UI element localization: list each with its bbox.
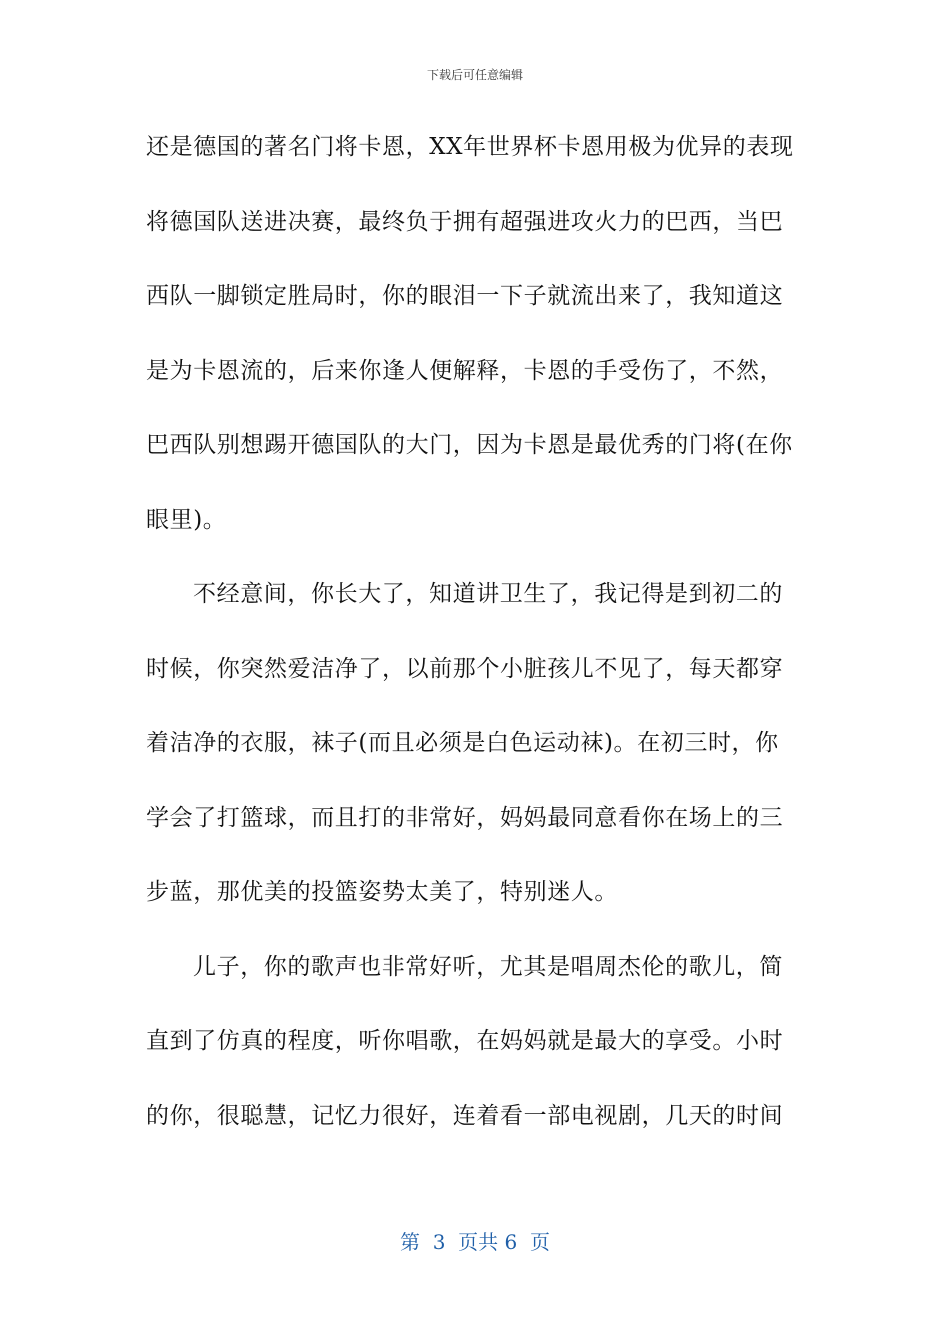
text-line: 着洁净的衣服，袜子(而且必须是白色运动袜)。在初三时，你 xyxy=(146,730,779,756)
text-line: 是为卡恩流的，后来你逢人便解释，卡恩的手受伤了，不然， xyxy=(146,357,784,384)
text-line: 步蓝，那优美的投篮姿势太美了，特别迷人。 xyxy=(146,879,618,905)
page-header: 下载后可任意编辑 xyxy=(426,68,523,82)
text-line: 将德国队送进决赛，最终负于拥有超强进攻火力的巴西，当巴 xyxy=(146,208,784,235)
text-line: 的你，很聪慧，记忆力很好，连着看一部电视剧，几天的时间 xyxy=(146,1102,784,1129)
document-body xyxy=(146,116,806,1159)
paragraph-start-line: 儿子，你的歌声也非常好听，尤其是唱周杰伦的歌儿，简 xyxy=(193,953,783,980)
text-line: 学会了打篮球，而且打的非常好，妈妈最同意看你在场上的三 xyxy=(146,804,784,831)
text-line: 西队一脚锁定胜局时，你的眼泪一下子就流出来了，我知道这 xyxy=(146,283,784,309)
text-line: 时候，你突然爱洁净了，以前那个小脏孩儿不见了，每天都穿 xyxy=(146,655,784,682)
text-line: 还是德国的著名门将卡恩，XX年世界杯卡恩用极为优异的表现 xyxy=(146,134,794,160)
text-line: 巴西队别想踢开德国队的大门，因为卡恩是最优秀的门将(在你 xyxy=(146,432,793,458)
page-number-footer: 第 3 页共 6 页 xyxy=(400,1230,550,1254)
paragraph-start-line: 不经意间，你长大了，知道讲卫生了，我记得是到初二的 xyxy=(193,581,783,607)
text-line: 眼里)。 xyxy=(146,506,227,533)
text-line: 直到了仿真的程度，听你唱歌，在妈妈就是最大的享受。小时 xyxy=(146,1028,784,1054)
